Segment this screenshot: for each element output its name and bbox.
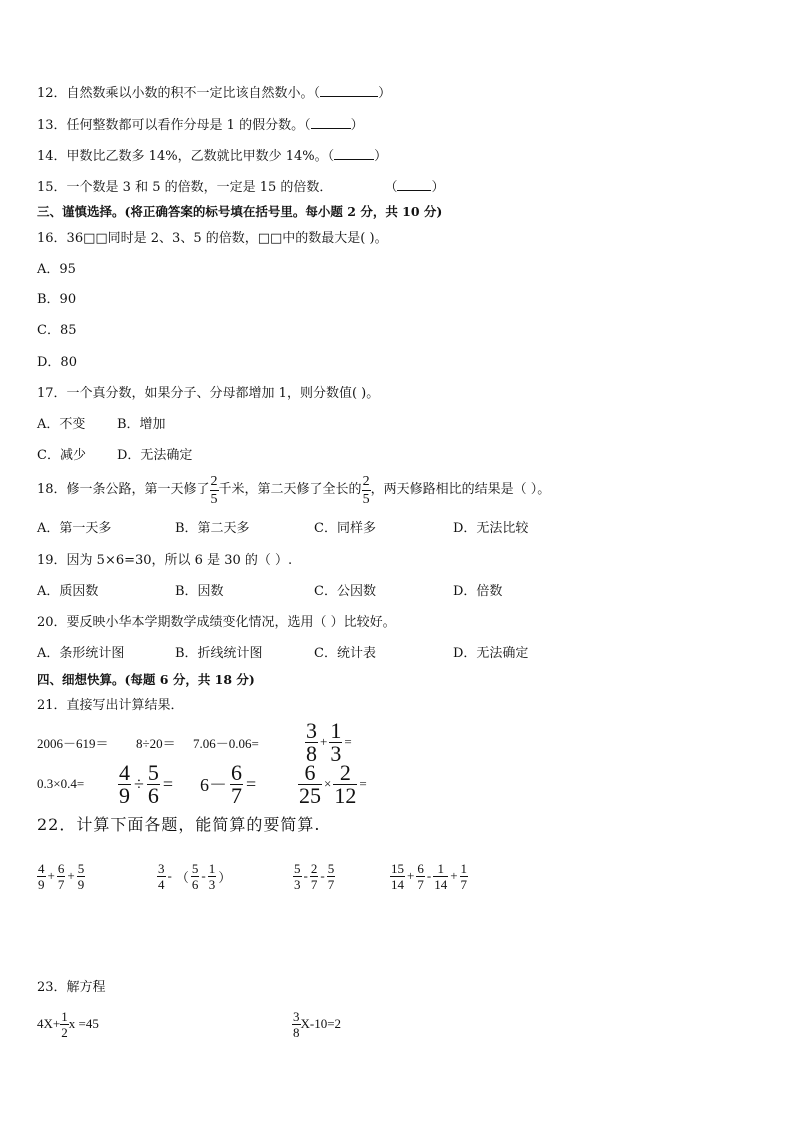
option-d[interactable]: D．倍数: [453, 584, 503, 599]
calc-2: 8÷20＝: [136, 735, 176, 751]
question-22-title: 22．计算下面各题，能简算的要简算.: [37, 815, 321, 834]
option-c[interactable]: C．同样多: [314, 521, 376, 536]
calc-22-1: $\frac{4}{9}$ + $\frac{6}{7}$ + $\frac{5}{9}$: [38, 860, 85, 892]
calc-8: $\frac{6}{25}$ × $\frac{2}{12}$ =: [299, 759, 367, 808]
calc-6: $\frac{4}{9}$ ÷ $\frac{5}{6}$ =: [119, 759, 174, 808]
option-a[interactable]: A．95: [37, 262, 76, 277]
calc-1: 2006－619＝: [37, 735, 109, 751]
option-b[interactable]: B．90: [37, 292, 77, 307]
calc-22-3: $\frac{5}{3}$ - $\frac{2}{7}$ - $\frac{5}{7}$: [294, 860, 335, 892]
option-a[interactable]: A．不变: [37, 417, 86, 432]
answer-blank[interactable]: [320, 84, 378, 97]
option-c[interactable]: C．减少: [37, 448, 86, 463]
equation-2: $\frac{3}{8}$ X-10=2: [293, 1008, 342, 1040]
option-c[interactable]: C．统计表: [314, 646, 376, 661]
question-19: 19．因为 5×6=30，所以 6 是 30 的（ ）.: [37, 553, 293, 568]
question-13: 13．任何整数都可以看作分母是 1 的假分数。（ ）: [37, 118, 364, 133]
option-d[interactable]: D．无法比较: [453, 521, 529, 536]
question-16: 16．36□□同时是 2、3、5 的倍数，□□中的数最大是( )。: [37, 231, 388, 246]
fraction: $\frac{2}{5}$: [362, 473, 370, 507]
answer-blank[interactable]: [311, 116, 351, 129]
option-c[interactable]: C．85: [37, 323, 77, 338]
calc-7: 6－ $\frac{6}{7}$ =: [200, 759, 257, 808]
option-a[interactable]: A．条形统计图: [37, 646, 125, 661]
section-4-heading: 四、细想快算。(每题 6 分，共 18 分): [37, 672, 255, 687]
option-b[interactable]: B．第二天多: [175, 521, 250, 536]
calc-5: 0.3×0.4=: [37, 776, 85, 791]
answer-blank[interactable]: [397, 178, 431, 191]
calc-3: 7.06－0.06=: [193, 735, 259, 751]
option-a[interactable]: A．质因数: [37, 584, 99, 599]
question-18: 18．修一条公路，第一天修了 $\frac{2}{5}$ 千米，第二天修了全长的 $\frac{2}{5}$ ，两天修路相比的结果是（ ）。: [37, 473, 551, 507]
option-b[interactable]: B．因数: [175, 584, 224, 599]
calc-4: $\frac{3}{8}$ + $\frac{1}{3}$ =: [306, 717, 352, 766]
option-b[interactable]: B．折线统计图: [175, 646, 263, 661]
answer-blank[interactable]: [334, 147, 374, 160]
section-3-heading: 三、谨慎选择。(将正确答案的标号填在括号里。每小题 2 分，共 10 分): [37, 204, 443, 219]
question-14: 14．甲数比乙数多 14%，乙数就比甲数少 14%。（ ）: [37, 149, 388, 164]
option-d[interactable]: D．无法确定: [117, 448, 193, 463]
question-15: 15．一个数是 3 和 5 的倍数，一定是 15 的倍数． （ ）: [37, 180, 445, 195]
question-17: 17．一个真分数，如果分子、分母都增加 1，则分数值( )。: [37, 386, 380, 401]
option-a[interactable]: A．第一天多: [37, 521, 112, 536]
question-12: 12．自然数乘以小数的积不一定比该自然数小。（ ）: [37, 86, 392, 101]
equation-1: 4X+ $\frac{1}{2}$ x =45: [37, 1008, 99, 1040]
option-b[interactable]: B．增加: [117, 417, 166, 432]
question-20: 20．要反映小华本学期数学成绩变化情况，选用（ ）比较好。: [37, 615, 396, 630]
question-21-title: 21．直接写出计算结果．: [37, 698, 184, 713]
calc-22-2: $\frac{3}{4}$ - （ $\frac{5}{6}$ - $\frac{1}{3}$ ）: [158, 860, 232, 892]
option-c[interactable]: C．公因数: [314, 584, 376, 599]
question-23-title: 23．解方程: [37, 980, 106, 995]
option-d[interactable]: D．无法确定: [453, 646, 529, 661]
calc-22-4: $\frac{15}{14}$ + $\frac{6}{7}$ - $\frac{1}{14}$ + $\frac{1}{7}$: [391, 860, 468, 892]
fraction: $\frac{2}{5}$: [210, 473, 218, 507]
option-d[interactable]: D．80: [37, 355, 77, 370]
